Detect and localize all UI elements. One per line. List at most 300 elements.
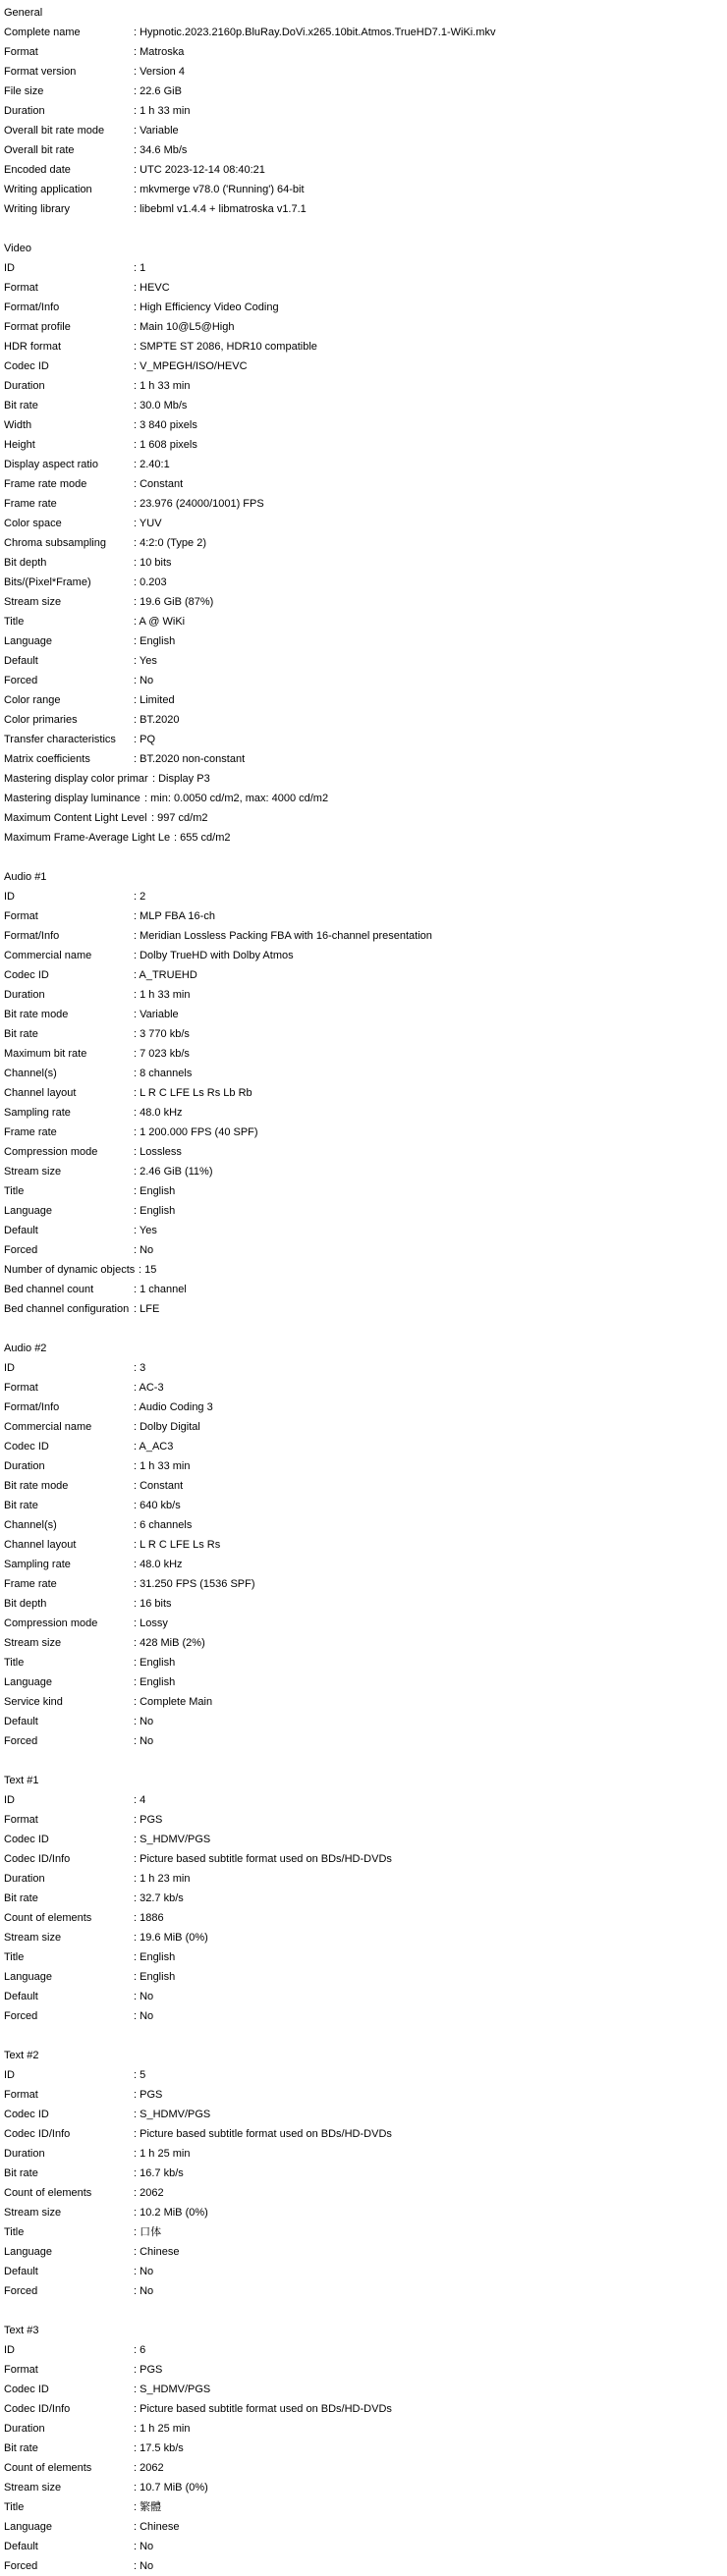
field-value: : 7 023 kb/s (134, 1048, 190, 1060)
field-row (4, 769, 727, 789)
field-value: : 2062 (134, 2462, 164, 2474)
field-label: Title (4, 616, 25, 628)
field-value: : 1 channel (134, 1284, 187, 1295)
field-label: Stream size (4, 2207, 62, 2219)
field-row (4, 1515, 727, 1535)
field-label: Mastering display color primar (4, 773, 148, 785)
field-label: Default (4, 1991, 38, 2002)
field-row (4, 1398, 727, 1417)
section-title: Audio #1 (4, 871, 47, 883)
field-value: : No (134, 675, 154, 686)
field-value: : 640 kb/s (134, 1500, 181, 1511)
field-value: : No (134, 1244, 154, 1256)
field-row (4, 2105, 727, 2124)
field-row (4, 1358, 727, 1378)
section-title: Text #2 (4, 2050, 39, 2061)
field-value: : 1 h 33 min (134, 989, 191, 1001)
field-row (4, 730, 727, 749)
field-value: : English (134, 1657, 176, 1669)
field-value: : English (134, 1185, 176, 1197)
field-row (4, 455, 727, 474)
field-value: : Lossless (134, 1146, 182, 1158)
field-value: : No (134, 2560, 154, 2572)
field-value: : Hypnotic.2023.2160p.BluRay.DoVi.x265.10bit.Atmos.TrueHD7.1-WiKi.mkv (134, 27, 496, 38)
field-row (4, 1378, 727, 1398)
field-value: : S_HDMV/PGS (134, 2384, 211, 2395)
field-value: : 6 (134, 2344, 146, 2356)
field-label: Height (4, 439, 35, 451)
field-value: : 23.976 (24000/1001) FPS (134, 498, 264, 510)
field-row (4, 1240, 727, 1260)
field-row (4, 1142, 727, 1162)
field-row (4, 1869, 727, 1889)
section-audio-2 (4, 1339, 727, 1751)
field-value: : Matroska (134, 46, 185, 58)
field-value: : 2.46 GiB (11%) (134, 1166, 213, 1178)
field-row (4, 474, 727, 494)
field-label: Bit depth (4, 1598, 47, 1610)
field-label: Stream size (4, 1166, 62, 1178)
section-title: General (4, 7, 43, 19)
field-row (4, 376, 727, 396)
field-row (4, 926, 727, 946)
field-row (4, 828, 727, 848)
field-label: Writing library (4, 203, 71, 215)
field-row (4, 1201, 727, 1221)
section-text-1 (4, 1771, 727, 2026)
field-label: Bed channel configuration (4, 1303, 130, 1315)
field-value: : 19.6 GiB (87%) (134, 596, 214, 608)
field-row (4, 514, 727, 533)
field-value: : SMPTE ST 2086, HDR10 compatible (134, 341, 317, 353)
field-row (4, 2222, 727, 2242)
field-row (4, 356, 727, 376)
field-label: Default (4, 2266, 38, 2277)
field-row (4, 1299, 727, 1319)
field-value: : Meridian Lossless Packing FBA with 16-channel presentation (134, 930, 432, 942)
field-value: : 655 cd/m2 (174, 832, 231, 844)
field-value: : High Efficiency Video Coding (134, 301, 279, 313)
field-value: : UTC 2023-12-14 08:40:21 (134, 164, 265, 176)
field-label: ID (4, 262, 15, 274)
field-value: : mkvmerge v78.0 ('Running') 64-bit (134, 184, 305, 195)
field-value: : 口体 (134, 2226, 162, 2238)
field-value: : 4:2:0 (Type 2) (134, 537, 206, 549)
field-label: Format (4, 1814, 38, 1826)
field-row (4, 2458, 727, 2478)
field-value: : No (134, 2541, 154, 2552)
field-value: : min: 0.0050 cd/m2, max: 4000 cd/m2 (144, 793, 329, 804)
field-row (4, 1947, 727, 1967)
field-value: : V_MPEGH/ISO/HEVC (134, 360, 248, 372)
field-label: Duration (4, 105, 45, 117)
field-value: : 997 cd/m2 (151, 812, 208, 824)
field-value: : No (134, 1716, 154, 1727)
field-value: : S_HDMV/PGS (134, 1834, 211, 1845)
field-row (4, 1221, 727, 1240)
field-row (4, 2006, 727, 2026)
field-label: Compression mode (4, 1617, 98, 1629)
field-label: Format/Info (4, 301, 60, 313)
field-row (4, 1908, 727, 1928)
field-label: Format (4, 46, 38, 58)
field-label: Bit rate mode (4, 1009, 69, 1020)
field-label: Mastering display luminance (4, 793, 140, 804)
field-value: : 5 (134, 2069, 146, 2081)
field-row (4, 298, 727, 317)
field-row (4, 1555, 727, 1574)
field-row (4, 1476, 727, 1496)
field-value: : 48.0 kHz (134, 1559, 183, 1570)
field-row (4, 2537, 727, 2556)
field-label: Maximum Frame-Average Light Le (4, 832, 171, 844)
field-row (4, 1731, 727, 1751)
field-row (4, 2183, 727, 2203)
field-label: Service kind (4, 1696, 63, 1708)
field-value: : Yes (134, 655, 157, 667)
field-label: Language (4, 1971, 52, 1983)
field-row (4, 1692, 727, 1712)
field-value: : HEVC (134, 282, 170, 294)
field-label: Default (4, 1716, 38, 1727)
field-row (4, 82, 727, 101)
field-label: Bit rate mode (4, 1480, 69, 1492)
field-value: : English (134, 635, 176, 647)
field-row (4, 199, 727, 219)
field-label: Matrix coefficients (4, 753, 90, 765)
field-label: File size (4, 85, 44, 97)
field-row (4, 1712, 727, 1731)
field-row (4, 887, 727, 906)
field-row (4, 23, 727, 42)
field-value: : PGS (134, 1814, 163, 1826)
field-value: : BT.2020 non-constant (134, 753, 246, 765)
field-label: Language (4, 1676, 52, 1688)
field-label: Bit rate (4, 2442, 38, 2454)
field-label: Maximum Content Light Level (4, 812, 147, 824)
field-label: Stream size (4, 2482, 62, 2494)
field-label: Forced (4, 675, 38, 686)
field-value: : Constant (134, 1480, 184, 1492)
field-value: : No (134, 1735, 154, 1747)
field-label: ID (4, 2344, 15, 2356)
field-label: Format/Info (4, 1401, 60, 1413)
section-audio-1 (4, 867, 727, 1319)
field-label: ID (4, 891, 15, 903)
field-value: : No (134, 2266, 154, 2277)
field-value: : No (134, 2010, 154, 2022)
field-value: : Lossy (134, 1617, 168, 1629)
field-label: Channel layout (4, 1539, 77, 1551)
field-row (4, 749, 727, 769)
field-label: Format (4, 282, 38, 294)
field-row (4, 1044, 727, 1064)
field-label: Overall bit rate (4, 144, 75, 156)
field-label: Forced (4, 1735, 38, 1747)
field-label: Codec ID/Info (4, 2128, 71, 2140)
field-row (4, 1849, 727, 1869)
field-label: Duration (4, 2423, 45, 2435)
field-label: Codec ID/Info (4, 2403, 71, 2415)
field-label: Format (4, 2089, 38, 2101)
field-row (4, 258, 727, 278)
field-value: : A @ WiKi (134, 616, 186, 628)
field-label: ID (4, 1362, 15, 1374)
field-value: : 3 840 pixels (134, 419, 197, 431)
field-value: : English (134, 1951, 176, 1963)
field-value: : 34.6 Mb/s (134, 144, 188, 156)
field-row (4, 1162, 727, 1181)
field-label: Compression mode (4, 1146, 98, 1158)
field-value: : 6 channels (134, 1519, 193, 1531)
section-title: Text #1 (4, 1775, 39, 1786)
field-row (4, 2242, 727, 2262)
field-row (4, 690, 727, 710)
field-value: : 3 770 kb/s (134, 1028, 190, 1040)
field-value: : 30.0 Mb/s (134, 400, 188, 411)
field-row (4, 1535, 727, 1555)
field-label: Codec ID (4, 1834, 49, 1845)
field-value: : 4 (134, 1794, 146, 1806)
field-value: : 3 (134, 1362, 146, 1374)
field-label: Count of elements (4, 1912, 92, 1924)
field-label: Encoded date (4, 164, 71, 176)
field-label: Number of dynamic objects (4, 1264, 136, 1276)
field-row (4, 1181, 727, 1201)
field-row (4, 1103, 727, 1123)
field-row (4, 1064, 727, 1083)
field-label: Title (4, 1657, 25, 1669)
field-row (4, 1437, 727, 1456)
field-row (4, 1967, 727, 1987)
field-row (4, 2340, 727, 2360)
field-row (4, 180, 727, 199)
field-row (4, 2144, 727, 2164)
field-row (4, 1614, 727, 1633)
field-label: Color range (4, 694, 61, 706)
field-label: Format version (4, 66, 77, 78)
field-value: : Picture based subtitle format used on BDs/HD-DVDs (134, 2128, 392, 2140)
field-label: Transfer characteristics (4, 734, 116, 745)
field-row (4, 121, 727, 140)
field-row (4, 1928, 727, 1947)
field-value: : Constant (134, 478, 184, 490)
field-row (4, 533, 727, 553)
section-text-2 (4, 2046, 727, 2301)
field-row (4, 2262, 727, 2281)
field-value: : Main 10@L5@High (134, 321, 235, 333)
field-label: Bit rate (4, 400, 38, 411)
field-value: : 428 MiB (2%) (134, 1637, 205, 1649)
field-row (4, 808, 727, 828)
field-value: : 16.7 kb/s (134, 2167, 184, 2179)
field-value: : 19.6 MiB (0%) (134, 1932, 208, 1944)
field-row (4, 101, 727, 121)
field-label: Color space (4, 518, 62, 529)
section-title: Audio #2 (4, 1343, 47, 1354)
field-row (4, 965, 727, 985)
field-row (4, 1005, 727, 1024)
field-label: Forced (4, 2560, 38, 2572)
field-row (4, 2517, 727, 2537)
field-row (4, 2478, 727, 2497)
section-video (4, 239, 727, 848)
field-value: : 1 h 23 min (134, 1873, 191, 1885)
section-title: Video (4, 243, 31, 254)
field-label: Duration (4, 1460, 45, 1472)
field-label: Channel(s) (4, 1519, 57, 1531)
field-label: Language (4, 2521, 52, 2533)
field-value: : PQ (134, 734, 156, 745)
field-label: Stream size (4, 1932, 62, 1944)
field-label: Stream size (4, 1637, 62, 1649)
field-value: : 2 (134, 891, 146, 903)
field-label: Commercial name (4, 1421, 92, 1433)
field-row (4, 906, 727, 926)
field-row (4, 612, 727, 631)
field-value: : 1 h 25 min (134, 2423, 191, 2435)
field-row (4, 2497, 727, 2517)
field-value: : 1886 (134, 1912, 164, 1924)
field-value: : 32.7 kb/s (134, 1892, 184, 1904)
field-label: Bit rate (4, 2167, 38, 2179)
field-row (4, 2281, 727, 2301)
field-label: Codec ID/Info (4, 1853, 71, 1865)
field-label: Frame rate (4, 1578, 57, 1590)
field-label: Forced (4, 2010, 38, 2022)
section-title: Text #3 (4, 2325, 39, 2336)
field-row (4, 573, 727, 592)
field-value: : Chinese (134, 2246, 180, 2258)
field-row (4, 337, 727, 356)
field-row (4, 62, 727, 82)
field-label: Frame rate mode (4, 478, 87, 490)
field-value: : 31.250 FPS (1536 SPF) (134, 1578, 255, 1590)
field-label: Commercial name (4, 950, 92, 961)
field-value: : Complete Main (134, 1696, 213, 1708)
field-row (4, 140, 727, 160)
field-label: Bit depth (4, 557, 47, 569)
section-text-3 (4, 2321, 727, 2576)
field-label: Codec ID (4, 2109, 49, 2120)
field-value: : Variable (134, 1009, 179, 1020)
field-row (4, 1123, 727, 1142)
field-label: Display aspect ratio (4, 459, 98, 470)
field-value: : L R C LFE Ls Rs Lb Rb (134, 1087, 252, 1099)
field-value: : 1 608 pixels (134, 439, 197, 451)
field-label: Format (4, 910, 38, 922)
field-label: Title (4, 1951, 25, 1963)
field-value: : Chinese (134, 2521, 180, 2533)
field-label: Width (4, 419, 32, 431)
field-row (4, 1456, 727, 1476)
field-label: Codec ID (4, 1441, 49, 1452)
field-value: : 10.7 MiB (0%) (134, 2482, 208, 2494)
field-label: Forced (4, 2285, 38, 2297)
field-row (4, 1790, 727, 1810)
field-row (4, 2439, 727, 2458)
field-row (4, 2556, 727, 2576)
field-value: : 48.0 kHz (134, 1107, 183, 1119)
field-row (4, 1417, 727, 1437)
field-value: : Dolby TrueHD with Dolby Atmos (134, 950, 294, 961)
field-row (4, 1633, 727, 1653)
field-value: : S_HDMV/PGS (134, 2109, 211, 2120)
field-row (4, 1830, 727, 1849)
field-label: Sampling rate (4, 1559, 71, 1570)
field-value: : Picture based subtitle format used on BDs/HD-DVDs (134, 2403, 392, 2415)
field-value: : Display P3 (152, 773, 210, 785)
field-value: : A_AC3 (134, 1441, 174, 1452)
field-value: : Picture based subtitle format used on BDs/HD-DVDs (134, 1853, 392, 1865)
field-label: Bed channel count (4, 1284, 94, 1295)
field-row (4, 1024, 727, 1044)
field-label: Title (4, 2226, 25, 2238)
field-row (4, 278, 727, 298)
field-label: Language (4, 635, 52, 647)
field-label: Codec ID (4, 969, 49, 981)
field-value: : 1 h 33 min (134, 380, 191, 392)
field-value: : English (134, 1971, 176, 1983)
field-label: Color primaries (4, 714, 78, 726)
field-label: Bit rate (4, 1500, 38, 1511)
field-label: Duration (4, 1873, 45, 1885)
section-general (4, 3, 727, 219)
field-value: : Limited (134, 694, 175, 706)
field-value: : 22.6 GiB (134, 85, 182, 97)
field-row (4, 1280, 727, 1299)
field-label: Default (4, 2541, 38, 2552)
field-value: : English (134, 1205, 176, 1217)
field-row (4, 2380, 727, 2399)
field-row (4, 946, 727, 965)
field-label: HDR format (4, 341, 62, 353)
field-row (4, 651, 727, 671)
field-value: : 繁體 (134, 2501, 162, 2513)
field-row (4, 592, 727, 612)
field-row (4, 2124, 727, 2144)
field-row (4, 494, 727, 514)
field-label: Maximum bit rate (4, 1048, 87, 1060)
field-row (4, 789, 727, 808)
field-value: : A_TRUEHD (134, 969, 197, 981)
field-label: Count of elements (4, 2187, 92, 2199)
field-row (4, 1260, 727, 1280)
field-label: Writing application (4, 184, 92, 195)
field-value: : No (134, 2285, 154, 2297)
field-value: : Variable (134, 125, 179, 137)
field-label: Codec ID (4, 360, 49, 372)
field-value: : YUV (134, 518, 162, 529)
field-label: Stream size (4, 596, 62, 608)
field-value: : Version 4 (134, 66, 185, 78)
field-label: Frame rate (4, 1126, 57, 1138)
field-row (4, 1594, 727, 1614)
field-row (4, 317, 727, 337)
field-row (4, 1889, 727, 1908)
field-row (4, 553, 727, 573)
field-label: Language (4, 2246, 52, 2258)
field-label: Duration (4, 380, 45, 392)
field-value: : 1 h 33 min (134, 1460, 191, 1472)
field-label: Bits/(Pixel*Frame) (4, 576, 91, 588)
field-label: Forced (4, 1244, 38, 1256)
field-value: : No (134, 1991, 154, 2002)
field-value: : English (134, 1676, 176, 1688)
field-label: ID (4, 1794, 15, 1806)
field-label: Bit rate (4, 1028, 38, 1040)
field-value: : L R C LFE Ls Rs (134, 1539, 221, 1551)
